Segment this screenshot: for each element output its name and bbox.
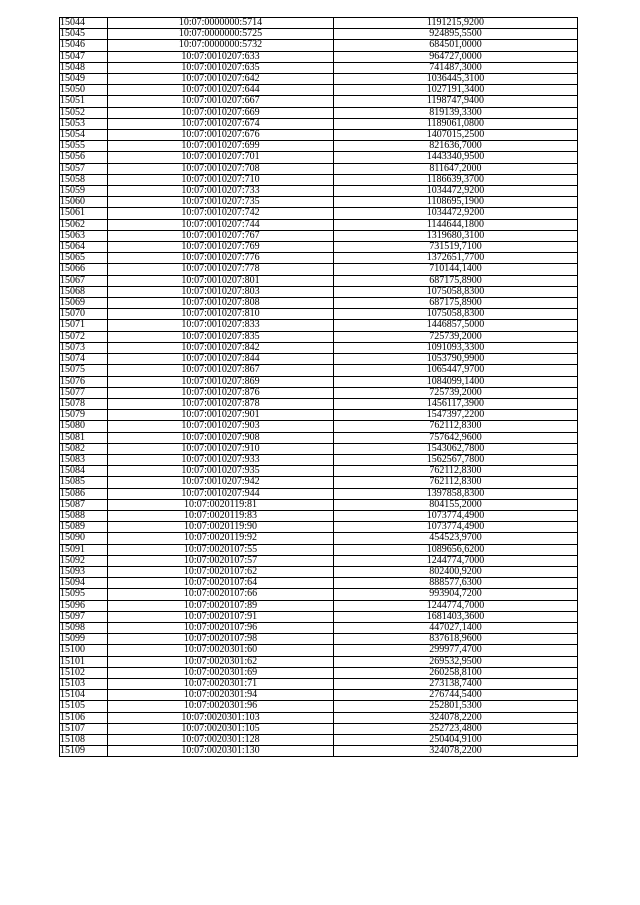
table-row bbox=[60, 488, 578, 499]
table-row bbox=[60, 723, 578, 734]
row-number-cell: 15064 bbox=[60, 242, 108, 253]
cadastral-number-cell: 10:07:0010207:833 bbox=[108, 320, 334, 331]
cadastral-number-cell: 10:07:0020301:94 bbox=[108, 690, 334, 701]
row-number-cell: 15103 bbox=[60, 678, 108, 689]
value-cell: 1084099,1400 bbox=[334, 376, 578, 387]
data-table bbox=[59, 17, 578, 757]
cadastral-number-cell: 10:07:0010207:901 bbox=[108, 410, 334, 421]
cadastral-number-cell: 10:07:0010207:778 bbox=[108, 264, 334, 275]
row-number-cell: 15077 bbox=[60, 387, 108, 398]
cadastral-number-cell: 10:07:0010207:635 bbox=[108, 62, 334, 73]
cadastral-number-cell: 10:07:0020301:128 bbox=[108, 735, 334, 746]
row-number-cell: 15053 bbox=[60, 118, 108, 129]
cadastral-number-cell: 10:07:0020301:103 bbox=[108, 712, 334, 723]
table-row bbox=[60, 645, 578, 656]
cadastral-number-cell: 10:07:0010207:669 bbox=[108, 107, 334, 118]
cadastral-number-cell: 10:07:0020301:96 bbox=[108, 701, 334, 712]
row-number-cell: 15105 bbox=[60, 701, 108, 712]
cadastral-number-cell: 10:07:0020301:71 bbox=[108, 678, 334, 689]
table-row bbox=[60, 701, 578, 712]
value-cell: 1036445,3100 bbox=[334, 74, 578, 85]
cadastral-number-cell: 10:07:0010207:944 bbox=[108, 488, 334, 499]
value-cell: 252723,4800 bbox=[334, 723, 578, 734]
value-cell: 804155,2000 bbox=[334, 499, 578, 510]
value-cell: 1108695,1900 bbox=[334, 197, 578, 208]
row-number-cell: 15100 bbox=[60, 645, 108, 656]
cadastral-number-cell: 10:07:0020301:62 bbox=[108, 656, 334, 667]
value-cell: 811647,2000 bbox=[334, 163, 578, 174]
cadastral-number-cell: 10:07:0010207:844 bbox=[108, 354, 334, 365]
table-row bbox=[60, 376, 578, 387]
row-number-cell: 15074 bbox=[60, 354, 108, 365]
value-cell: 299977,4700 bbox=[334, 645, 578, 656]
row-number-cell: 15085 bbox=[60, 477, 108, 488]
table-row bbox=[60, 432, 578, 443]
table-row bbox=[60, 130, 578, 141]
value-cell: 757642,9600 bbox=[334, 432, 578, 443]
table-row bbox=[60, 735, 578, 746]
row-number-cell: 15106 bbox=[60, 712, 108, 723]
cadastral-number-cell: 10:07:0020107:98 bbox=[108, 634, 334, 645]
table-row bbox=[60, 107, 578, 118]
table-row bbox=[60, 331, 578, 342]
value-cell: 741487,3000 bbox=[334, 62, 578, 73]
table-row bbox=[60, 477, 578, 488]
table-row bbox=[60, 298, 578, 309]
table-row bbox=[60, 634, 578, 645]
row-number-cell: 15109 bbox=[60, 746, 108, 757]
row-number-cell: 15098 bbox=[60, 622, 108, 633]
row-number-cell: 15071 bbox=[60, 320, 108, 331]
row-number-cell: 15088 bbox=[60, 510, 108, 521]
value-cell: 687175,8900 bbox=[334, 275, 578, 286]
cadastral-number-cell: 10:07:0010207:942 bbox=[108, 477, 334, 488]
cadastral-number-cell: 10:07:0000000:5725 bbox=[108, 29, 334, 40]
value-cell: 1244774,7000 bbox=[334, 555, 578, 566]
cadastral-number-cell: 10:07:0010207:642 bbox=[108, 74, 334, 85]
table-row bbox=[60, 410, 578, 421]
row-number-cell: 15086 bbox=[60, 488, 108, 499]
cadastral-number-cell: 10:07:0010207:701 bbox=[108, 152, 334, 163]
table-row bbox=[60, 174, 578, 185]
table-row bbox=[60, 566, 578, 577]
table-row bbox=[60, 746, 578, 757]
table-row bbox=[60, 712, 578, 723]
row-number-cell: 15062 bbox=[60, 219, 108, 230]
cadastral-number-cell: 10:07:0020119:90 bbox=[108, 522, 334, 533]
table-row bbox=[60, 522, 578, 533]
row-number-cell: 15102 bbox=[60, 667, 108, 678]
table-row bbox=[60, 533, 578, 544]
cadastral-number-cell: 10:07:0010207:935 bbox=[108, 466, 334, 477]
row-number-cell: 15045 bbox=[60, 29, 108, 40]
table-row bbox=[60, 342, 578, 353]
table-row bbox=[60, 230, 578, 241]
row-number-cell: 15084 bbox=[60, 466, 108, 477]
table-row bbox=[60, 309, 578, 320]
value-cell: 802400,9200 bbox=[334, 566, 578, 577]
value-cell: 1027191,3400 bbox=[334, 85, 578, 96]
row-number-cell: 15065 bbox=[60, 253, 108, 264]
table-row bbox=[60, 454, 578, 465]
cadastral-number-cell: 10:07:0010207:767 bbox=[108, 230, 334, 241]
row-number-cell: 15107 bbox=[60, 723, 108, 734]
cadastral-number-cell: 10:07:0020107:64 bbox=[108, 578, 334, 589]
value-cell: 1319680,3100 bbox=[334, 230, 578, 241]
cadastral-number-cell: 10:07:0010207:803 bbox=[108, 286, 334, 297]
cadastral-number-cell: 10:07:0020107:55 bbox=[108, 544, 334, 555]
cadastral-number-cell: 10:07:0020107:91 bbox=[108, 611, 334, 622]
table-row bbox=[60, 611, 578, 622]
cadastral-number-cell: 10:07:0010207:842 bbox=[108, 342, 334, 353]
cadastral-number-cell: 10:07:0010207:869 bbox=[108, 376, 334, 387]
cadastral-number-cell: 10:07:0010207:903 bbox=[108, 421, 334, 432]
value-cell: 1456117,3900 bbox=[334, 398, 578, 409]
value-cell: 1075058,8300 bbox=[334, 309, 578, 320]
row-number-cell: 15056 bbox=[60, 152, 108, 163]
row-number-cell: 15046 bbox=[60, 40, 108, 51]
row-number-cell: 15066 bbox=[60, 264, 108, 275]
row-number-cell: 15081 bbox=[60, 432, 108, 443]
cadastral-number-cell: 10:07:0020107:96 bbox=[108, 622, 334, 633]
value-cell: 1034472,9200 bbox=[334, 208, 578, 219]
cadastral-number-cell: 10:07:0010207:710 bbox=[108, 174, 334, 185]
value-cell: 1189061,0800 bbox=[334, 118, 578, 129]
value-cell: 924895,5500 bbox=[334, 29, 578, 40]
cadastral-number-cell: 10:07:0010207:708 bbox=[108, 163, 334, 174]
cadastral-number-cell: 10:07:0010207:699 bbox=[108, 141, 334, 152]
cadastral-number-cell: 10:07:0010207:744 bbox=[108, 219, 334, 230]
row-number-cell: 15052 bbox=[60, 107, 108, 118]
table-row bbox=[60, 85, 578, 96]
row-number-cell: 15093 bbox=[60, 566, 108, 577]
row-number-cell: 15090 bbox=[60, 533, 108, 544]
table-row bbox=[60, 622, 578, 633]
value-cell: 821636,7000 bbox=[334, 141, 578, 152]
value-cell: 454523,9700 bbox=[334, 533, 578, 544]
value-cell: 1144644,1800 bbox=[334, 219, 578, 230]
table-row bbox=[60, 96, 578, 107]
value-cell: 993904,7200 bbox=[334, 589, 578, 600]
row-number-cell: 15089 bbox=[60, 522, 108, 533]
value-cell: 250404,9100 bbox=[334, 735, 578, 746]
table-row bbox=[60, 421, 578, 432]
value-cell: 1034472,9200 bbox=[334, 186, 578, 197]
row-number-cell: 15049 bbox=[60, 74, 108, 85]
cadastral-number-cell: 10:07:0010207:674 bbox=[108, 118, 334, 129]
table-row bbox=[60, 74, 578, 85]
row-number-cell: 15094 bbox=[60, 578, 108, 589]
value-cell: 276744,5400 bbox=[334, 690, 578, 701]
value-cell: 260258,8100 bbox=[334, 667, 578, 678]
value-cell: 819139,3300 bbox=[334, 107, 578, 118]
table-row bbox=[60, 544, 578, 555]
cadastral-number-cell: 10:07:0010207:810 bbox=[108, 309, 334, 320]
table-row bbox=[60, 186, 578, 197]
table-row bbox=[60, 510, 578, 521]
row-number-cell: 15072 bbox=[60, 331, 108, 342]
value-cell: 1547397,2200 bbox=[334, 410, 578, 421]
cadastral-number-cell: 10:07:0010207:667 bbox=[108, 96, 334, 107]
value-cell: 1186639,3700 bbox=[334, 174, 578, 185]
row-number-cell: 15083 bbox=[60, 454, 108, 465]
row-number-cell: 15099 bbox=[60, 634, 108, 645]
cadastral-number-cell: 10:07:0000000:5714 bbox=[108, 18, 334, 29]
value-cell: 684501,0000 bbox=[334, 40, 578, 51]
row-number-cell: 15097 bbox=[60, 611, 108, 622]
value-cell: 1681403,3600 bbox=[334, 611, 578, 622]
row-number-cell: 15075 bbox=[60, 365, 108, 376]
cadastral-number-cell: 10:07:0000000:5732 bbox=[108, 40, 334, 51]
table-row bbox=[60, 690, 578, 701]
value-cell: 964727,0000 bbox=[334, 51, 578, 62]
row-number-cell: 15096 bbox=[60, 600, 108, 611]
row-number-cell: 15108 bbox=[60, 735, 108, 746]
table-row bbox=[60, 197, 578, 208]
cadastral-number-cell: 10:07:0010207:908 bbox=[108, 432, 334, 443]
cadastral-number-cell: 10:07:0010207:876 bbox=[108, 387, 334, 398]
table-row bbox=[60, 253, 578, 264]
row-number-cell: 15055 bbox=[60, 141, 108, 152]
row-number-cell: 15101 bbox=[60, 656, 108, 667]
cadastral-number-cell: 10:07:0020301:60 bbox=[108, 645, 334, 656]
document-page bbox=[59, 17, 577, 757]
value-cell: 1372651,7700 bbox=[334, 253, 578, 264]
value-cell: 762112,8300 bbox=[334, 477, 578, 488]
value-cell: 888577,6300 bbox=[334, 578, 578, 589]
row-number-cell: 15050 bbox=[60, 85, 108, 96]
table-row bbox=[60, 656, 578, 667]
cadastral-number-cell: 10:07:0020107:62 bbox=[108, 566, 334, 577]
cadastral-number-cell: 10:07:0020119:83 bbox=[108, 510, 334, 521]
value-cell: 1075058,8300 bbox=[334, 286, 578, 297]
cadastral-number-cell: 10:07:0010207:742 bbox=[108, 208, 334, 219]
value-cell: 725739,2000 bbox=[334, 387, 578, 398]
table-row bbox=[60, 242, 578, 253]
table-row bbox=[60, 275, 578, 286]
table-row bbox=[60, 667, 578, 678]
value-cell: 1198747,9400 bbox=[334, 96, 578, 107]
table-row bbox=[60, 51, 578, 62]
table-row bbox=[60, 398, 578, 409]
row-number-cell: 15054 bbox=[60, 130, 108, 141]
row-number-cell: 15061 bbox=[60, 208, 108, 219]
cadastral-number-cell: 10:07:0010207:801 bbox=[108, 275, 334, 286]
table-row bbox=[60, 62, 578, 73]
row-number-cell: 15044 bbox=[60, 18, 108, 29]
table-row bbox=[60, 141, 578, 152]
table-body bbox=[60, 18, 578, 757]
value-cell: 1073774,4900 bbox=[334, 510, 578, 521]
row-number-cell: 15047 bbox=[60, 51, 108, 62]
cadastral-number-cell: 10:07:0010207:933 bbox=[108, 454, 334, 465]
value-cell: 273138,7400 bbox=[334, 678, 578, 689]
value-cell: 324078,2200 bbox=[334, 746, 578, 757]
row-number-cell: 15051 bbox=[60, 96, 108, 107]
table-row bbox=[60, 320, 578, 331]
table-row bbox=[60, 40, 578, 51]
value-cell: 1543062,7800 bbox=[334, 443, 578, 454]
row-number-cell: 15082 bbox=[60, 443, 108, 454]
row-number-cell: 15095 bbox=[60, 589, 108, 600]
table-row bbox=[60, 678, 578, 689]
row-number-cell: 15059 bbox=[60, 186, 108, 197]
cadastral-number-cell: 10:07:0010207:735 bbox=[108, 197, 334, 208]
cadastral-number-cell: 10:07:0020107:89 bbox=[108, 600, 334, 611]
row-number-cell: 15060 bbox=[60, 197, 108, 208]
row-number-cell: 15073 bbox=[60, 342, 108, 353]
cadastral-number-cell: 10:07:0020119:81 bbox=[108, 499, 334, 510]
value-cell: 1065447,9700 bbox=[334, 365, 578, 376]
row-number-cell: 15068 bbox=[60, 286, 108, 297]
cadastral-number-cell: 10:07:0020107:57 bbox=[108, 555, 334, 566]
cadastral-number-cell: 10:07:0020107:66 bbox=[108, 589, 334, 600]
row-number-cell: 15076 bbox=[60, 376, 108, 387]
table-row bbox=[60, 18, 578, 29]
table-row bbox=[60, 443, 578, 454]
table-row bbox=[60, 578, 578, 589]
value-cell: 1089656,6200 bbox=[334, 544, 578, 555]
value-cell: 837618,9600 bbox=[334, 634, 578, 645]
cadastral-number-cell: 10:07:0010207:769 bbox=[108, 242, 334, 253]
table-row bbox=[60, 219, 578, 230]
value-cell: 725739,2000 bbox=[334, 331, 578, 342]
row-number-cell: 15092 bbox=[60, 555, 108, 566]
row-number-cell: 15069 bbox=[60, 298, 108, 309]
table-row bbox=[60, 600, 578, 611]
cadastral-number-cell: 10:07:0010207:808 bbox=[108, 298, 334, 309]
value-cell: 1244774,7000 bbox=[334, 600, 578, 611]
cadastral-number-cell: 10:07:0010207:910 bbox=[108, 443, 334, 454]
cadastral-number-cell: 10:07:0020119:92 bbox=[108, 533, 334, 544]
value-cell: 447027,1400 bbox=[334, 622, 578, 633]
row-number-cell: 15058 bbox=[60, 174, 108, 185]
cadastral-number-cell: 10:07:0010207:878 bbox=[108, 398, 334, 409]
cadastral-number-cell: 10:07:0010207:644 bbox=[108, 85, 334, 96]
row-number-cell: 15070 bbox=[60, 309, 108, 320]
row-number-cell: 15091 bbox=[60, 544, 108, 555]
table-row bbox=[60, 163, 578, 174]
table-row bbox=[60, 499, 578, 510]
cadastral-number-cell: 10:07:0010207:633 bbox=[108, 51, 334, 62]
value-cell: 710144,1400 bbox=[334, 264, 578, 275]
row-number-cell: 15080 bbox=[60, 421, 108, 432]
table-row bbox=[60, 387, 578, 398]
table-row bbox=[60, 589, 578, 600]
value-cell: 762112,8300 bbox=[334, 466, 578, 477]
cadastral-number-cell: 10:07:0020301:130 bbox=[108, 746, 334, 757]
value-cell: 1446857,5000 bbox=[334, 320, 578, 331]
row-number-cell: 15048 bbox=[60, 62, 108, 73]
table-row bbox=[60, 152, 578, 163]
cadastral-number-cell: 10:07:0020301:105 bbox=[108, 723, 334, 734]
table-row bbox=[60, 354, 578, 365]
row-number-cell: 15057 bbox=[60, 163, 108, 174]
value-cell: 269532,9500 bbox=[334, 656, 578, 667]
cadastral-number-cell: 10:07:0010207:776 bbox=[108, 253, 334, 264]
table-row bbox=[60, 118, 578, 129]
cadastral-number-cell: 10:07:0010207:867 bbox=[108, 365, 334, 376]
table-row bbox=[60, 208, 578, 219]
table-row bbox=[60, 29, 578, 40]
value-cell: 762112,8300 bbox=[334, 421, 578, 432]
value-cell: 1191215,9200 bbox=[334, 18, 578, 29]
row-number-cell: 15063 bbox=[60, 230, 108, 241]
row-number-cell: 15087 bbox=[60, 499, 108, 510]
row-number-cell: 15067 bbox=[60, 275, 108, 286]
row-number-cell: 15078 bbox=[60, 398, 108, 409]
row-number-cell: 15079 bbox=[60, 410, 108, 421]
value-cell: 252801,5300 bbox=[334, 701, 578, 712]
table-row bbox=[60, 286, 578, 297]
table-row bbox=[60, 555, 578, 566]
cadastral-number-cell: 10:07:0020301:69 bbox=[108, 667, 334, 678]
value-cell: 687175,8900 bbox=[334, 298, 578, 309]
table-row bbox=[60, 365, 578, 376]
value-cell: 1397858,8300 bbox=[334, 488, 578, 499]
value-cell: 1053790,9900 bbox=[334, 354, 578, 365]
value-cell: 1443340,9500 bbox=[334, 152, 578, 163]
value-cell: 731519,7100 bbox=[334, 242, 578, 253]
cadastral-number-cell: 10:07:0010207:733 bbox=[108, 186, 334, 197]
value-cell: 1562567,7800 bbox=[334, 454, 578, 465]
cadastral-number-cell: 10:07:0010207:835 bbox=[108, 331, 334, 342]
cadastral-number-cell: 10:07:0010207:676 bbox=[108, 130, 334, 141]
table-row bbox=[60, 264, 578, 275]
value-cell: 1407015,2500 bbox=[334, 130, 578, 141]
value-cell: 1091093,3300 bbox=[334, 342, 578, 353]
value-cell: 324078,2200 bbox=[334, 712, 578, 723]
row-number-cell: 15104 bbox=[60, 690, 108, 701]
value-cell: 1073774,4900 bbox=[334, 522, 578, 533]
table-row bbox=[60, 466, 578, 477]
